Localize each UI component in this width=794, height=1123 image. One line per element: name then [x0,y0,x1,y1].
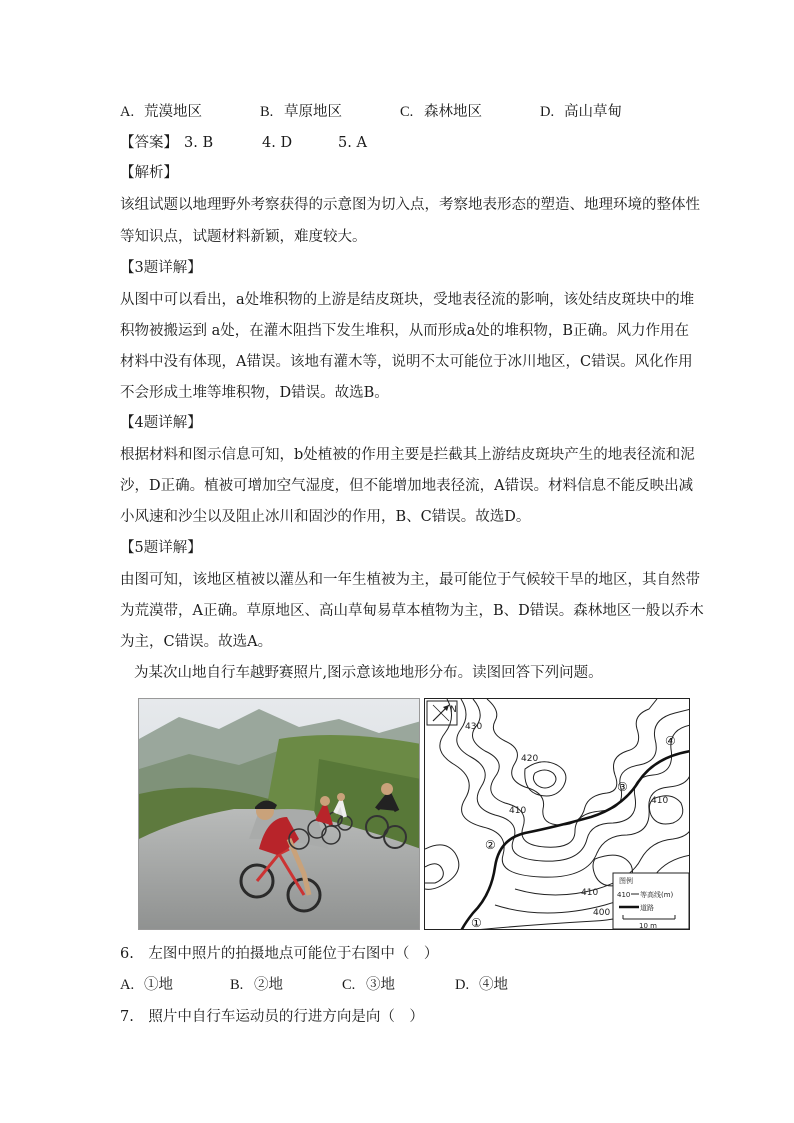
site-1: ① [471,916,482,930]
q6-option-a[interactable]: A. ①地 [120,977,173,993]
svg-text:410: 410 [617,891,631,899]
q6-option-d[interactable]: D. ④地 [455,977,508,993]
q3-detail-line-4: 不会形成土堆等堆积物，D错误。故选B。 [120,385,389,401]
map-legend [613,873,689,930]
q5-detail-heading: 【5题详解】 [120,540,202,556]
analysis-line-2: 等知识点，试题材料新颖，难度较大。 [120,229,367,245]
q5-detail-line-3: 为主，C错误。故选A。 [120,634,273,650]
svg-text:410: 410 [581,888,599,898]
q5-option-b[interactable]: B. 草原地区 [260,104,342,120]
svg-text:图例: 图例 [619,877,633,885]
q5-detail-line-1: 由图可知，该地区植被以灌丛和一年生植被为主，最可能位于气候较干旱的地区，其自然带 [120,572,700,588]
q3-detail-line-1: 从图中可以看出，a处堆积物的上游是结皮斑块，受地表径流的影响，该处结皮斑块中的堆 [120,292,695,308]
site-4: ④ [665,734,676,748]
q6-option-c[interactable]: C. ③地 [342,977,395,993]
svg-text:420: 420 [521,754,539,764]
svg-text:道路: 道路 [640,904,654,912]
q4-detail-line-2: 沙，D正确。植被可增加空气湿度，但不能增加地表径流，A错误。材料信息不能反映出减 [120,478,694,494]
q5-option-a[interactable]: A. 荒漠地区 [120,104,202,120]
answer-4: 4. D [262,135,293,151]
q4-detail-line-1: 根据材料和图示信息可知，b处植被的作用主要是拦截其上游结皮斑块产生的地表径流和泥 [120,447,695,463]
q5-option-d[interactable]: D. 高山草甸 [540,104,622,120]
svg-text:10 m: 10 m [639,922,657,930]
q6-stem: 6. 左图中照片的拍摄地点可能位于右图中（ ） [120,946,439,962]
q5-option-c[interactable]: C. 森林地区 [400,104,482,120]
svg-text:430: 430 [465,722,483,732]
q6-option-b[interactable]: B. ②地 [230,977,283,993]
svg-text:410: 410 [509,806,527,816]
q4-detail-heading: 【4题详解】 [120,415,202,431]
q3-detail-line-2: 积物被搬运到 a处，在灌木阻挡下发生堆积，从而形成a处的堆积物，B正确。风力作用在 [120,323,690,339]
answer-label: 【答案】 [120,135,178,151]
analysis-heading: 【解析】 [120,165,178,181]
contour-map [424,698,690,930]
figure [138,698,690,930]
q3-detail-line-3: 材料中没有体现，A错误。该地有灌木等，说明不太可能位于冰川地区，C错误。风化作用 [120,354,693,370]
analysis-line-1: 该组试题以地理野外考察获得的示意图为切入点，考察地表形态的塑造、地理环境的整体性 [120,197,700,213]
answer-3: 3. B [184,135,214,151]
cycling-race-photo [138,698,420,930]
q4-detail-line-3: 小风速和沙尘以及阻止冰川和固沙的作用，B、C错误。故选D。 [120,509,531,525]
svg-text:410: 410 [651,796,669,806]
svg-text:400: 400 [593,908,611,918]
site-3: ③ [617,780,628,794]
north-label: N [450,705,457,715]
q6-intro-text: 为某次山地自行车越野赛照片,图示意该地地形分布。读图回答下列问题。 [134,665,603,681]
svg-text:等高线(m): 等高线(m) [640,891,674,899]
site-2: ② [485,838,496,852]
q3-detail-heading: 【3题详解】 [120,260,202,276]
answer-line [120,133,680,153]
answer-5: 5. A [338,135,367,151]
q5-detail-line-2: 为荒漠带，A正确。草原地区、高山草甸易草本植物为主，B、D错误。森林地区一般以乔木 [120,603,704,619]
q7-stem: 7. 照片中自行车运动员的行进方向是向（ ） [120,1009,424,1025]
